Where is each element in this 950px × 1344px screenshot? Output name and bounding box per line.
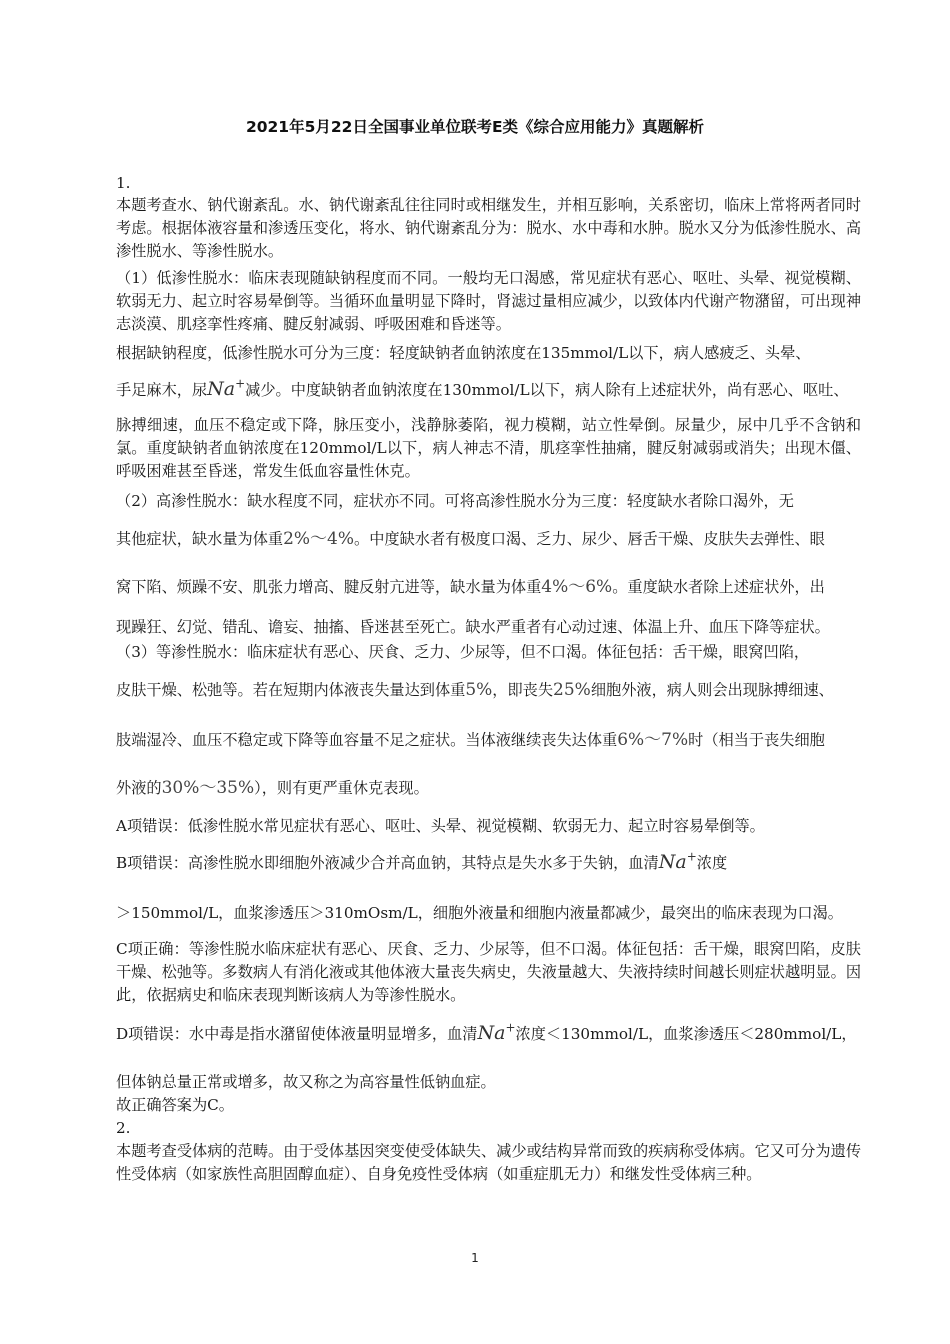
math-range: 6%～7% bbox=[617, 730, 689, 750]
q1-iso-line1: （3）等渗性脱水：临床症状有恶心、厌食、乏力、少尿等，但不口渴。体征包括：舌干燥，眼窝凹陷， bbox=[116, 643, 810, 661]
line-text: 手足麻木，尿 bbox=[116, 381, 208, 399]
q1-option-b-line1 bbox=[116, 851, 861, 875]
line-text: 细胞外液，病人则会出现脉搏细速、 bbox=[590, 681, 834, 699]
q1-low-sodium-symptoms: （1）低渗性脱水：临床表现随缺钠程度而不同。一般均无口渴感，常见症状有恶心、呕吐、头晕、视觉模糊、软弱无力、起立时容易晕倒等。当循环血量明显下降时，肾滤过量相应减少，以致体内代谢产物潴留，可出现神志淡漠、肌痉挛性疼痛、腱反射减弱、呼吸困难和昏迷等。 bbox=[116, 269, 861, 333]
line-text: 浓度 bbox=[696, 854, 728, 872]
line-text: 其他症状，缺水量为体重 bbox=[116, 530, 284, 548]
line-text: B项错误：高渗性脱水即细胞外液减少合并高血钠，其特点是失水多于失钠，血清 bbox=[116, 854, 659, 872]
q2-text: 本题考查受体病的范畴。由于受体基因突变使受体缺失、减少或结构异常而致的疾病称受体病。它又可分为遗传性受体病（如家族性高胆固醇血症）、自身免疫性受体病（如重症肌无力）和继发性受体病三种。 bbox=[116, 1142, 861, 1183]
na-symbol: Na bbox=[658, 851, 687, 873]
math-range: 30%～35% bbox=[161, 778, 255, 798]
line-text: D项错误：水中毒是指水潴留使体液量明显增多，血清 bbox=[116, 1025, 478, 1043]
math-range: 4%～6% bbox=[541, 577, 613, 597]
q1-high-sodium-line3 bbox=[116, 576, 861, 599]
line-text: 减少。中度缺钠者血钠浓度在130mmol/L以下，病人除有上述症状外，尚有恶心、呕吐、 bbox=[245, 381, 849, 399]
na-symbol: Na bbox=[207, 378, 236, 400]
math-percent: 5% bbox=[465, 680, 493, 700]
q1-option-d-line1 bbox=[116, 1022, 861, 1046]
q1-high-sodium-line2 bbox=[116, 528, 861, 551]
question-number-2: 2. bbox=[116, 1119, 131, 1137]
line-text: 窝下陷、烦躁不安、肌张力增高、腱反射亢进等，缺水量为体重 bbox=[116, 578, 542, 596]
line-text: 外液的 bbox=[116, 779, 162, 797]
line-text: 肢端湿冷、血压不稳定或下降等血容量不足之症状。当体液继续丧失达体重 bbox=[116, 731, 618, 749]
q1-iso-line3 bbox=[116, 729, 861, 752]
q1-option-b-line2: ＞150mmol/L，血浆渗透压＞310mOsm/L，细胞外液量和细胞内液量都减少，最突出的临床表现为口渴。 bbox=[116, 904, 843, 922]
line-text: 。中度缺水者有极度口渴、乏力、尿少、唇舌干燥、皮肤失去弹性、眼 bbox=[354, 530, 825, 548]
q1-low-sodium-degrees-rest: 脉搏细速，血压不稳定或下降，脉压变小，浅静脉萎陷，视力模糊，站立性晕倒。尿量少，尿中几乎不含钠和氯。重度缺钠者血钠浓度在120mmol/L以下，病人神志不清，肌痉挛性抽痛，腱反射减弱或消失；出现木僵、呼吸困难甚至昏迷，常发生低血容量性休克。 bbox=[116, 416, 861, 480]
q1-low-sodium-degrees-line2 bbox=[116, 378, 861, 402]
q1-option-c: C项正确：等渗性脱水临床症状有恶心、厌食、乏力、少尿等，但不口渴。体征包括：舌干燥，眼窝凹陷，皮肤干燥、松弛等。多数病人有消化液或其他体液大量丧失病史，失液量越大、失液持续时间越长则症状越明显。因此，依据病史和临床表现判断该病人为等渗性脱水。 bbox=[116, 940, 861, 1004]
na-symbol: Na bbox=[477, 1022, 506, 1044]
line-text: 。重度缺水者除上述症状外，出 bbox=[612, 578, 825, 596]
line-text: ，即丧失 bbox=[492, 681, 554, 699]
q1-answer: 故正确答案为C。 bbox=[116, 1096, 234, 1114]
line-text: 时（相当于丧失细胞 bbox=[688, 731, 825, 749]
q1-option-d-line2: 但体钠总量正常或增多，故又称之为高容量性低钠血症。 bbox=[116, 1073, 496, 1091]
na-charge: + bbox=[505, 1020, 516, 1035]
line-text: ），则有更严重休克表现。 bbox=[254, 779, 429, 797]
na-charge: + bbox=[686, 849, 697, 864]
q1-low-sodium-degrees-line1: 根据缺钠程度，低渗性脱水可分为三度：轻度缺钠者血钠浓度在135mmol/L以下，病人感疲乏、头晕、 bbox=[116, 344, 811, 362]
question-number-1: 1. bbox=[116, 174, 131, 192]
math-range: 2%～4% bbox=[283, 529, 355, 549]
q1-iso-line2 bbox=[116, 679, 861, 702]
na-formula bbox=[207, 378, 245, 400]
line-text: 皮肤干燥、松弛等。若在短期内体液丧失量达到体重 bbox=[116, 681, 466, 699]
q1-high-sodium-line1: （2）高渗性脱水：缺水程度不同，症状亦不同。可将高渗性脱水分为三度：轻度缺水者除口渴外，无 bbox=[116, 492, 794, 510]
page-number: 1 bbox=[471, 1251, 479, 1265]
na-formula bbox=[478, 1022, 516, 1044]
q1-intro: 本题考查水、钠代谢紊乱。水、钠代谢紊乱往往同时或相继发生，并相互影响，关系密切，临床上常将两者同时考虑。根据体液容量和渗透压变化，将水、钠代谢紊乱分为：脱水、水中毒和水肿。脱水又分为低渗性脱水、高渗性脱水、等渗性脱水。 bbox=[116, 196, 861, 260]
q1-option-a: A项错误：低渗性脱水常见症状有恶心、呕吐、头晕、视觉模糊、软弱无力、起立时容易晕倒等。 bbox=[116, 817, 765, 835]
na-charge: + bbox=[235, 376, 246, 391]
document-title: 2021年5月22日全国事业单位联考E类《综合应用能力》真题解析 bbox=[245, 118, 705, 136]
math-percent: 25% bbox=[553, 680, 591, 700]
line-text: 浓度＜130mmol/L，血浆渗透压＜280mmol/L， bbox=[515, 1025, 857, 1043]
q1-iso-line4 bbox=[116, 777, 861, 800]
na-formula bbox=[659, 851, 697, 873]
q1-high-sodium-line4: 现躁狂、幻觉、错乱、谵妄、抽搐、昏迷甚至死亡。缺水严重者有心动过速、体温上升、血压下降等症状。 bbox=[116, 618, 830, 636]
